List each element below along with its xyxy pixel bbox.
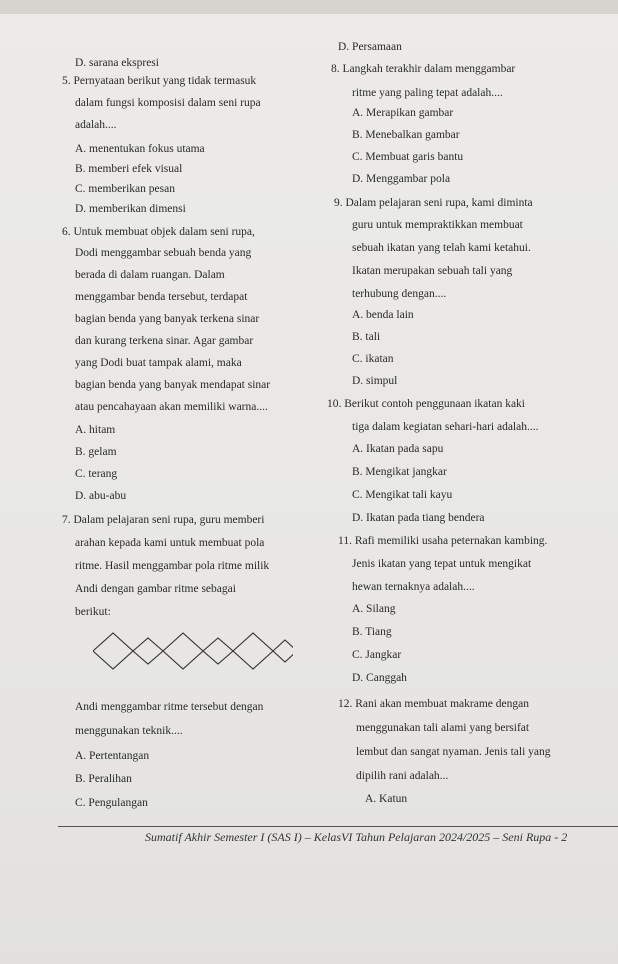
q7-option-a: A. Pertentangan [75, 750, 150, 762]
q7-continued: Andi menggambar ritme tersebut dengan [75, 701, 264, 713]
q10-option-d: D. Ikatan pada tiang bendera [352, 512, 485, 524]
q8-option-c: C. Membuat garis bantu [352, 151, 464, 163]
rhythm-diamond [233, 633, 273, 669]
q5-option-d: D. memberikan dimensi [75, 203, 186, 215]
q6-line: bagian benda yang banyak mendapat sinar [75, 379, 271, 391]
q6-line: bagian benda yang banyak terkena sinar [75, 313, 260, 325]
q11-line: Jenis ikatan yang tepat untuk mengikat [352, 558, 532, 570]
q10-option-b: B. Mengikat jangkar [352, 466, 447, 478]
q5-option-c: C. memberikan pesan [75, 183, 175, 195]
q9-option-b: B. tali [352, 331, 381, 343]
q10-line: 10. Berikut contoh penggunaan ikatan kaki [327, 398, 526, 410]
page-footer: Sumatif Akhir Semester I (SAS I) – KelasVI Tahun Pelajaran 2024/2025 – Seni Rupa - 2 [145, 830, 568, 844]
footer-divider [58, 826, 618, 827]
q7-line: Andi dengan gambar ritme sebagai [75, 583, 236, 595]
q5-option-a: A. menentukan fokus utama [75, 143, 205, 155]
q7-continued: menggunakan teknik.... [75, 725, 183, 737]
q11-option-d: D. Canggah [352, 672, 407, 684]
q5-option-b: B. memberi efek visual [75, 163, 183, 175]
rhythm-pattern-figure [93, 626, 293, 676]
rhythm-diamond-small [203, 638, 233, 664]
q9-line: terhubung dengan.... [352, 288, 447, 300]
q10-line: tiga dalam kegiatan sehari-hari adalah.... [352, 421, 539, 433]
q6-line: dan kurang terkena sinar. Agar gambar [75, 335, 254, 347]
q9-option-d: D. simpul [352, 375, 398, 387]
q12-line: 12. Rani akan membuat makrame dengan [338, 698, 529, 710]
q6-line: atau pencahayaan akan memiliki warna.... [75, 401, 268, 413]
q11-option-c: C. Jangkar [352, 649, 402, 661]
q7-line: arahan kepada kami untuk membuat pola [75, 537, 265, 549]
q5-line: adalah.... [75, 119, 117, 131]
q6-line: berada di dalam ruangan. Dalam [75, 269, 225, 281]
q9-line: guru untuk mempraktikkan membuat [352, 219, 523, 231]
q8-option-a: A. Merapikan gambar [352, 107, 454, 119]
q9-line: sebuah ikatan yang telah kami ketahui. [352, 242, 531, 254]
q12-line: menggunakan tali alami yang bersifat [356, 722, 530, 734]
rhythm-diamond-small [273, 640, 293, 662]
q7-line: ritme. Hasil menggambar pola ritme milik [75, 560, 270, 572]
q12-option-a: A. Katun [365, 793, 408, 805]
q6-line: Dodi menggambar sebuah benda yang [75, 247, 252, 259]
q11-line: hewan ternaknya adalah.... [352, 581, 475, 593]
q6-line: menggambar benda tersebut, terdapat [75, 291, 248, 303]
q7-option-b: B. Peralihan [75, 773, 132, 785]
q6-option-c: C. terang [75, 468, 118, 480]
q11-option-a: A. Silang [352, 603, 396, 615]
q6-option-a: A. hitam [75, 424, 116, 436]
rhythm-diamond [93, 633, 133, 669]
q6-option-b: B. gelam [75, 446, 117, 458]
q4-option-d: D. sarana ekspresi [75, 57, 159, 69]
q6-line: 6. Untuk membuat objek dalam seni rupa, [62, 226, 255, 238]
q7-line: 7. Dalam pelajaran seni rupa, guru memberi [62, 514, 265, 526]
rhythm-diamond [163, 633, 203, 669]
q5-line: dalam fungsi komposisi dalam seni rupa [75, 97, 261, 109]
q10-option-a: A. Ikatan pada sapu [352, 443, 444, 455]
q11-line: 11. Rafi memiliki usaha peternakan kambing. [338, 535, 548, 547]
q9-option-c: C. ikatan [352, 353, 394, 365]
q9-option-a: A. benda lain [352, 309, 414, 321]
q8-line: ritme yang paling tepat adalah.... [352, 87, 503, 99]
q7-option-c: C. Pengulangan [75, 797, 148, 809]
q6-line: yang Dodi buat tampak alami, maka [75, 357, 242, 369]
q6-option-d: D. abu-abu [75, 490, 127, 502]
q7-option-d: D. Persamaan [338, 41, 402, 53]
q9-line: Ikatan merupakan sebuah tali yang [352, 265, 513, 277]
q9-line: 9. Dalam pelajaran seni rupa, kami diminta [334, 197, 533, 209]
top-shadow [0, 0, 618, 14]
q8-option-d: D. Menggambar pola [352, 173, 451, 185]
q11-option-b: B. Tiang [352, 626, 392, 638]
q5-line: 5. Pernyataan berikut yang tidak termasuk [62, 75, 257, 87]
q7-line: berikut: [75, 606, 111, 618]
q10-option-c: C. Mengikat tali kayu [352, 489, 453, 501]
q12-line: lembut dan sangat nyaman. Jenis tali yang [356, 746, 551, 758]
q8-option-b: B. Menebalkan gambar [352, 129, 460, 141]
q12-line: dipilih rani adalah... [356, 770, 449, 782]
rhythm-diamond-small [133, 638, 163, 664]
q8-line: 8. Langkah terakhir dalam menggambar [331, 63, 516, 75]
